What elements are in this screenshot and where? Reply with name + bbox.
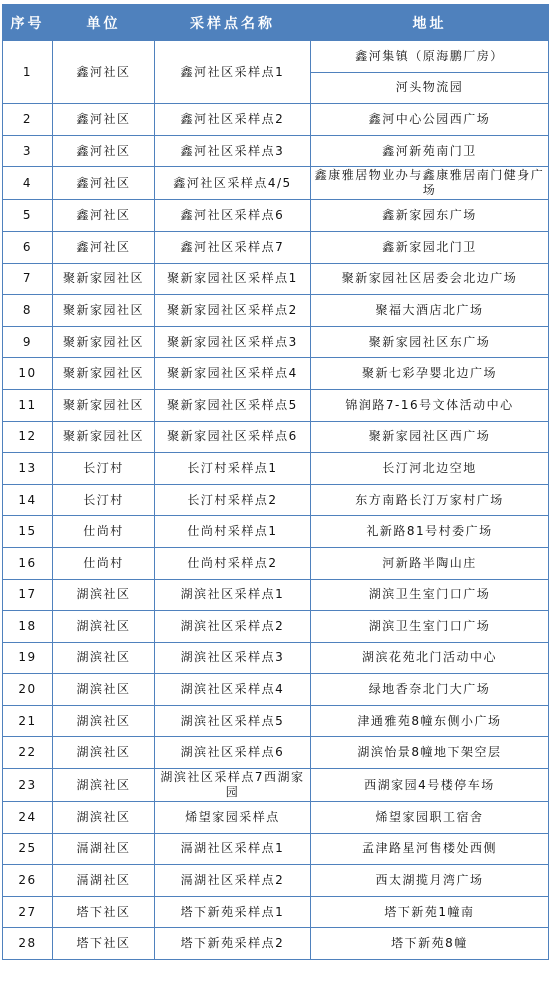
table-row bbox=[3, 295, 549, 327]
table-row bbox=[3, 896, 549, 928]
cell-no: 19 bbox=[3, 642, 53, 674]
cell-no: 8 bbox=[3, 295, 53, 327]
cell-point-name: 烯望家园采样点 bbox=[155, 802, 311, 834]
header-address: 地址 bbox=[311, 5, 549, 41]
cell-address: 鑫新家园东广场 bbox=[311, 200, 549, 232]
cell-no: 28 bbox=[3, 928, 53, 960]
header-unit: 单位 bbox=[53, 5, 155, 41]
cell-unit: 聚新家园社区 bbox=[53, 326, 155, 358]
cell-no: 11 bbox=[3, 389, 53, 421]
cell-unit: 鑫河社区 bbox=[53, 41, 155, 104]
cell-address: 河新路半陶山庄 bbox=[311, 547, 549, 579]
cell-address: 礼新路81号村委广场 bbox=[311, 516, 549, 548]
table-row bbox=[3, 200, 549, 232]
cell-unit: 湖滨社区 bbox=[53, 737, 155, 769]
cell-address: 鑫河中心公园西广场 bbox=[311, 104, 549, 136]
table-row bbox=[3, 516, 549, 548]
cell-no: 3 bbox=[3, 135, 53, 167]
cell-no: 23 bbox=[3, 769, 53, 802]
cell-point-name: 湖滨社区采样点7西湖家园 bbox=[155, 769, 311, 802]
cell-point-name: 聚新家园社区采样点4 bbox=[155, 358, 311, 390]
cell-unit: 滆湖社区 bbox=[53, 833, 155, 865]
cell-address: 鑫新家园北门卫 bbox=[311, 231, 549, 263]
cell-no: 18 bbox=[3, 611, 53, 643]
cell-point-name: 聚新家园社区采样点6 bbox=[155, 421, 311, 453]
table-row bbox=[3, 389, 549, 421]
cell-unit: 鑫河社区 bbox=[53, 200, 155, 232]
cell-no: 2 bbox=[3, 104, 53, 136]
cell-unit: 滆湖社区 bbox=[53, 865, 155, 897]
cell-no: 12 bbox=[3, 421, 53, 453]
table-row bbox=[3, 705, 549, 737]
header-no: 序号 bbox=[3, 5, 53, 41]
table-row bbox=[3, 453, 549, 485]
cell-no: 10 bbox=[3, 358, 53, 390]
table-row bbox=[3, 865, 549, 897]
cell-address: 湖滨卫生室门口广场 bbox=[311, 579, 549, 611]
table-row bbox=[3, 484, 549, 516]
cell-point-name: 湖滨社区采样点1 bbox=[155, 579, 311, 611]
cell-unit: 鑫河社区 bbox=[53, 104, 155, 136]
cell-point-name: 湖滨社区采样点5 bbox=[155, 705, 311, 737]
cell-point-name: 塔下新苑采样点1 bbox=[155, 896, 311, 928]
table-row bbox=[3, 579, 549, 611]
cell-unit: 塔下社区 bbox=[53, 928, 155, 960]
cell-unit: 湖滨社区 bbox=[53, 705, 155, 737]
table-row bbox=[3, 358, 549, 390]
cell-point-name: 鑫河社区采样点1 bbox=[155, 41, 311, 104]
cell-no: 24 bbox=[3, 802, 53, 834]
table-row bbox=[3, 41, 549, 73]
table-row bbox=[3, 737, 549, 769]
cell-no: 20 bbox=[3, 674, 53, 706]
table-row bbox=[3, 642, 549, 674]
cell-address: 锦润路7-16号文体活动中心 bbox=[311, 389, 549, 421]
cell-no: 6 bbox=[3, 231, 53, 263]
cell-unit: 长汀村 bbox=[53, 453, 155, 485]
table-row bbox=[3, 769, 549, 802]
cell-address: 河头物流园 bbox=[311, 72, 549, 104]
cell-address: 长汀河北边空地 bbox=[311, 453, 549, 485]
cell-unit: 塔下社区 bbox=[53, 896, 155, 928]
cell-address: 绿地香奈北门大广场 bbox=[311, 674, 549, 706]
cell-point-name: 湖滨社区采样点4 bbox=[155, 674, 311, 706]
table-row bbox=[3, 802, 549, 834]
cell-address: 鑫河新苑南门卫 bbox=[311, 135, 549, 167]
cell-unit: 聚新家园社区 bbox=[53, 263, 155, 295]
cell-no: 14 bbox=[3, 484, 53, 516]
cell-address: 塔下新苑8幢 bbox=[311, 928, 549, 960]
cell-point-name: 鑫河社区采样点4/5 bbox=[155, 167, 311, 200]
cell-unit: 仕尚村 bbox=[53, 516, 155, 548]
table-body bbox=[3, 41, 549, 960]
cell-point-name: 塔下新苑采样点2 bbox=[155, 928, 311, 960]
cell-address: 聚福大酒店北广场 bbox=[311, 295, 549, 327]
cell-address: 湖滨花苑北门活动中心 bbox=[311, 642, 549, 674]
cell-address: 湖滨怡景8幢地下架空层 bbox=[311, 737, 549, 769]
cell-no: 4 bbox=[3, 167, 53, 200]
cell-unit: 聚新家园社区 bbox=[53, 358, 155, 390]
cell-unit: 湖滨社区 bbox=[53, 579, 155, 611]
cell-no: 26 bbox=[3, 865, 53, 897]
cell-point-name: 聚新家园社区采样点1 bbox=[155, 263, 311, 295]
cell-address: 东方南路长汀万家村广场 bbox=[311, 484, 549, 516]
table-row bbox=[3, 833, 549, 865]
cell-address: 西湖家园4号楼停车场 bbox=[311, 769, 549, 802]
sampling-points-table bbox=[2, 4, 549, 960]
cell-address: 鑫康雅居物业办与鑫康雅居南门健身广场 bbox=[311, 167, 549, 200]
cell-no: 25 bbox=[3, 833, 53, 865]
cell-unit: 聚新家园社区 bbox=[53, 421, 155, 453]
cell-no: 9 bbox=[3, 326, 53, 358]
cell-point-name: 长汀村采样点2 bbox=[155, 484, 311, 516]
cell-unit: 湖滨社区 bbox=[53, 642, 155, 674]
cell-address: 鑫河集镇（原海鹏厂房） bbox=[311, 41, 549, 73]
cell-no: 22 bbox=[3, 737, 53, 769]
header-row bbox=[3, 5, 549, 41]
table-row bbox=[3, 231, 549, 263]
cell-address: 聚新家园社区西广场 bbox=[311, 421, 549, 453]
cell-no: 13 bbox=[3, 453, 53, 485]
cell-point-name: 滆湖社区采样点1 bbox=[155, 833, 311, 865]
cell-no: 21 bbox=[3, 705, 53, 737]
cell-unit: 鑫河社区 bbox=[53, 167, 155, 200]
cell-point-name: 鑫河社区采样点3 bbox=[155, 135, 311, 167]
table-row bbox=[3, 326, 549, 358]
cell-point-name: 仕尚村采样点2 bbox=[155, 547, 311, 579]
cell-address: 津通雅苑8幢东侧小广场 bbox=[311, 705, 549, 737]
cell-point-name: 湖滨社区采样点2 bbox=[155, 611, 311, 643]
cell-point-name: 仕尚村采样点1 bbox=[155, 516, 311, 548]
cell-unit: 鑫河社区 bbox=[53, 135, 155, 167]
cell-point-name: 长汀村采样点1 bbox=[155, 453, 311, 485]
cell-no: 1 bbox=[3, 41, 53, 104]
cell-unit: 湖滨社区 bbox=[53, 802, 155, 834]
cell-point-name: 鑫河社区采样点6 bbox=[155, 200, 311, 232]
cell-no: 27 bbox=[3, 896, 53, 928]
table-row bbox=[3, 547, 549, 579]
table-row bbox=[3, 263, 549, 295]
cell-point-name: 鑫河社区采样点7 bbox=[155, 231, 311, 263]
cell-unit: 湖滨社区 bbox=[53, 611, 155, 643]
cell-unit: 湖滨社区 bbox=[53, 674, 155, 706]
cell-address: 孟津路星河售楼处西侧 bbox=[311, 833, 549, 865]
cell-unit: 鑫河社区 bbox=[53, 231, 155, 263]
cell-address: 烯望家园职工宿舍 bbox=[311, 802, 549, 834]
table-row bbox=[3, 167, 549, 200]
cell-point-name: 鑫河社区采样点2 bbox=[155, 104, 311, 136]
cell-address: 湖滨卫生室门口广场 bbox=[311, 611, 549, 643]
cell-no: 17 bbox=[3, 579, 53, 611]
cell-point-name: 湖滨社区采样点6 bbox=[155, 737, 311, 769]
cell-no: 5 bbox=[3, 200, 53, 232]
cell-point-name: 聚新家园社区采样点3 bbox=[155, 326, 311, 358]
cell-unit: 湖滨社区 bbox=[53, 769, 155, 802]
header-point-name: 采样点名称 bbox=[155, 5, 311, 41]
cell-point-name: 滆湖社区采样点2 bbox=[155, 865, 311, 897]
cell-address: 西太湖揽月湾广场 bbox=[311, 865, 549, 897]
cell-point-name: 湖滨社区采样点3 bbox=[155, 642, 311, 674]
cell-address: 聚新七彩孕婴北边广场 bbox=[311, 358, 549, 390]
table-row bbox=[3, 674, 549, 706]
table-row bbox=[3, 421, 549, 453]
cell-no: 15 bbox=[3, 516, 53, 548]
cell-unit: 聚新家园社区 bbox=[53, 295, 155, 327]
cell-unit: 聚新家园社区 bbox=[53, 389, 155, 421]
table-row bbox=[3, 928, 549, 960]
cell-unit: 仕尚村 bbox=[53, 547, 155, 579]
cell-address: 聚新家园社区居委会北边广场 bbox=[311, 263, 549, 295]
table-row bbox=[3, 135, 549, 167]
cell-no: 16 bbox=[3, 547, 53, 579]
cell-unit: 长汀村 bbox=[53, 484, 155, 516]
cell-address: 聚新家园社区东广场 bbox=[311, 326, 549, 358]
cell-point-name: 聚新家园社区采样点2 bbox=[155, 295, 311, 327]
table-row bbox=[3, 104, 549, 136]
cell-no: 7 bbox=[3, 263, 53, 295]
cell-point-name: 聚新家园社区采样点5 bbox=[155, 389, 311, 421]
cell-address: 塔下新苑1幢南 bbox=[311, 896, 549, 928]
table-row bbox=[3, 611, 549, 643]
